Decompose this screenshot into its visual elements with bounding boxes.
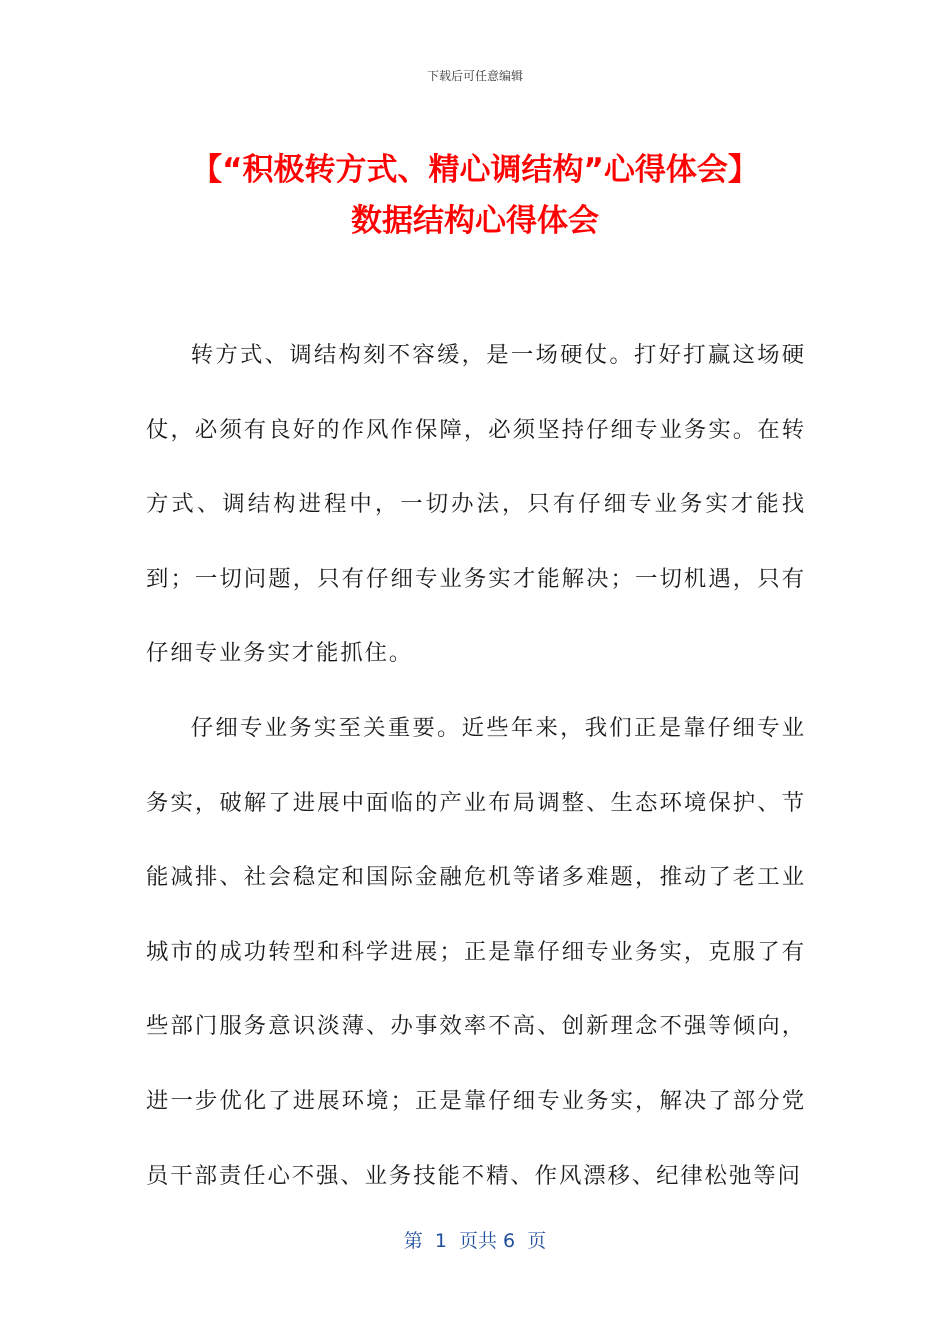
paragraph-1: 转方式、调结构刻不容缓，是一场硬仗。打好打赢这场硬仗，必须有良好的作风作保障，必须坚持仔细专业务实。在转方式、调结构进程中，一切办法，只有仔细专业务实才能找到；一切问题，只有仔细专业务实才能解决；一切机遇，只有仔细专业务实才能抓住。 — [146, 342, 806, 667]
document-body — [146, 318, 806, 1213]
paragraph-2: 仔细专业务实至关重要。近些年来，我们正是靠仔细专业务实，破解了进展中面临的产业布局调整、生态环境保护、节能减排、社会稳定和国际金融危机等诸多难题，推动了老工业城市的成功转型和科学进展；正是靠仔细专业务实，克服了有些部门服务意识淡薄、办事效率不高、创新理念不强等倾向，进一步优化了进展环境；正是靠仔细专业务实，解决了部分党员干部责任心不强、业务技能不精、作风漂移、纪律松弛等问 — [146, 714, 806, 1189]
document-title-line-2: 数据结构心得体会 — [351, 203, 599, 239]
header-note: 下载后可任意编辑 — [426, 69, 523, 83]
page-footer: 第 1 页共 6 页 — [403, 1230, 547, 1252]
document-title-line-1: 【“积极转方式、精心调结构”心得体会】 — [191, 152, 759, 188]
